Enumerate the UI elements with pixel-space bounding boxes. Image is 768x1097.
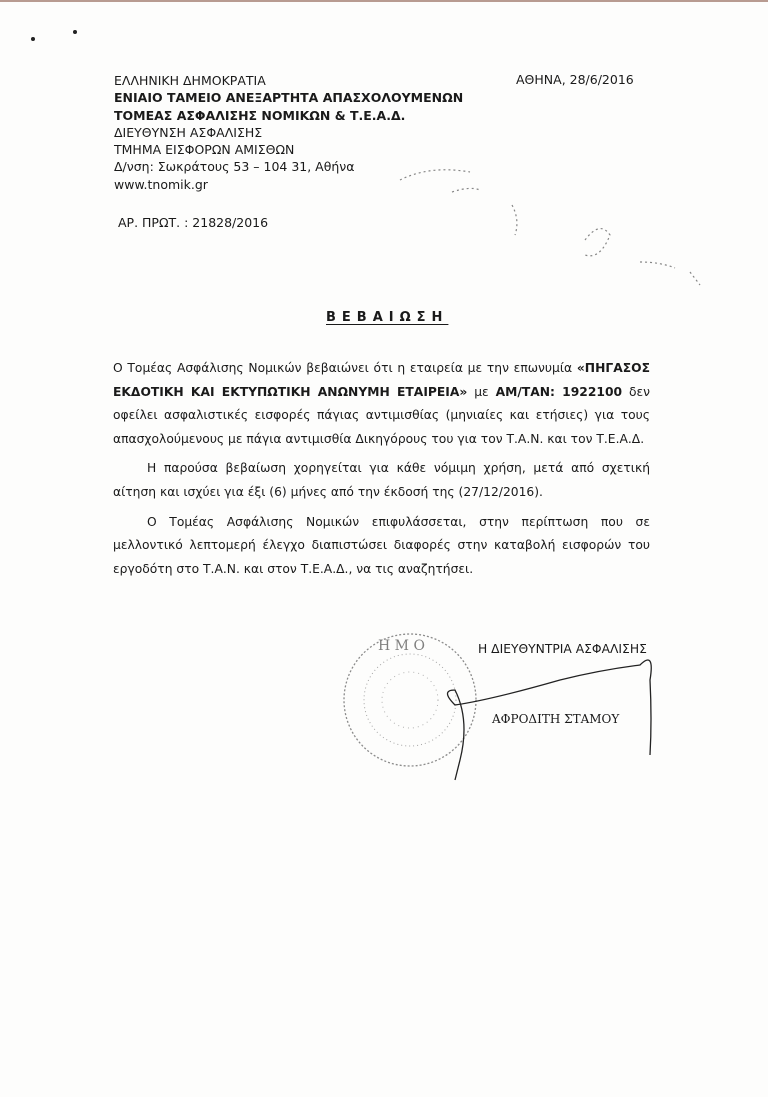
company-name: «ΠΗΓΑΣΟΣ ΕΚΔΟΤΙΚΗ ΚΑΙ ΕΚΤΥΠΩΤΙΚΗ ΑΝΩΝΥΜΗ ΕΤΑΙΡΕΙΑ» bbox=[113, 361, 650, 399]
paragraph-2: Η παρούσα βεβαίωση χορηγείται για κάθε νόμιμη χρήση, μετά από σχετική αίτηση και ισχύει για έξι (6) μήνες από την έκδοσή της (27/12/2016). bbox=[113, 461, 650, 499]
document-title: ΒΕΒΑΙΩΣΗ bbox=[326, 310, 449, 325]
document-body bbox=[113, 357, 650, 581]
scan-edge bbox=[0, 0, 768, 2]
letterhead bbox=[114, 72, 463, 193]
registry-number: ΑΜ/ΤΑΝ: 1922100 bbox=[495, 384, 623, 399]
document-date: ΑΘΗΝΑ, 28/6/2016 bbox=[516, 72, 634, 87]
letterhead-line: ΔΙΕΥΘΥΝΣΗ ΑΣΦΑΛΙΣΗΣ bbox=[114, 124, 263, 140]
paragraph-1: Ο Τομέας Ασφάλισης Νομικών βεβαιώνει ότι η εταιρεία με την επωνυμία «ΠΗΓΑΣΟΣ ΕΚΔΟΤΙΚΗ ΚΑΙ ΕΚΤΥΠΩΤΙΚΗ ΑΝΩΝΥΜΗ ΕΤΑΙΡΕΙΑ» με ΑΜ/ΤΑΝ: 1922100 δεν οφείλει ασφαλιστικές εισφορές πάγιας αντιμισθίας (μηνιαίες και ετήσιες) για τους απασχολούμενους με πάγια αντιμισθία Δικηγόρους του για τον Τ.Α.Ν. και τον Τ.Ε.Α.Δ. bbox=[113, 361, 650, 446]
seal-text: Η Μ Ο bbox=[378, 638, 425, 654]
signatory-role: Η ΔΙΕΥΘΥΝΤΡΙΑ ΑΣΦΑΛΙΣΗΣ bbox=[478, 642, 647, 656]
letterhead-line: ΕΝΙΑΙΟ ΤΑΜΕΙΟ ΑΝΕΞΑΡΤΗΤΑ ΑΠΑΣΧΟΛΟΥΜΕΝΩΝ bbox=[114, 90, 464, 106]
paragraph-3: Ο Τομέας Ασφάλισης Νομικών επιφυλάσσεται, στην περίπτωση που σε μελλοντικό λεπτομερή έλεγχο διαπιστώσει διαφορές στην καταβολή εισφορών του εργοδότη στο Τ.Α.Ν. και στον Τ.Ε.Α.Δ., να τις αναζητήσει. bbox=[113, 514, 650, 576]
letterhead-line: ΤΜΗΜΑ ΕΙΣΦΟΡΩΝ ΑΜΙΣΘΩΝ bbox=[114, 142, 295, 158]
protocol-number: ΑΡ. ΠΡΩΤ. : 21828/2016 bbox=[118, 215, 269, 230]
scan-speck bbox=[73, 30, 77, 34]
letterhead-website: www.tnomik.gr bbox=[114, 176, 208, 192]
signatory-name: ΑΦΡΟΔΙΤΗ ΣΤΑΜΟΥ bbox=[492, 712, 620, 726]
scan-speck bbox=[31, 37, 35, 41]
letterhead-line: ΤΟΜΕΑΣ ΑΣΦΑΛΙΣΗΣ ΝΟΜΙΚΩΝ & Τ.Ε.Α.Δ. bbox=[114, 107, 406, 123]
letterhead-address: Δ/νση: Σωκράτους 53 – 104 31, Αθήνα bbox=[114, 159, 355, 175]
official-seal bbox=[344, 634, 476, 766]
letterhead-line: ΕΛΛΗΝΙΚΗ ΔΗΜΟΚΡΑΤΙΑ bbox=[114, 73, 266, 88]
